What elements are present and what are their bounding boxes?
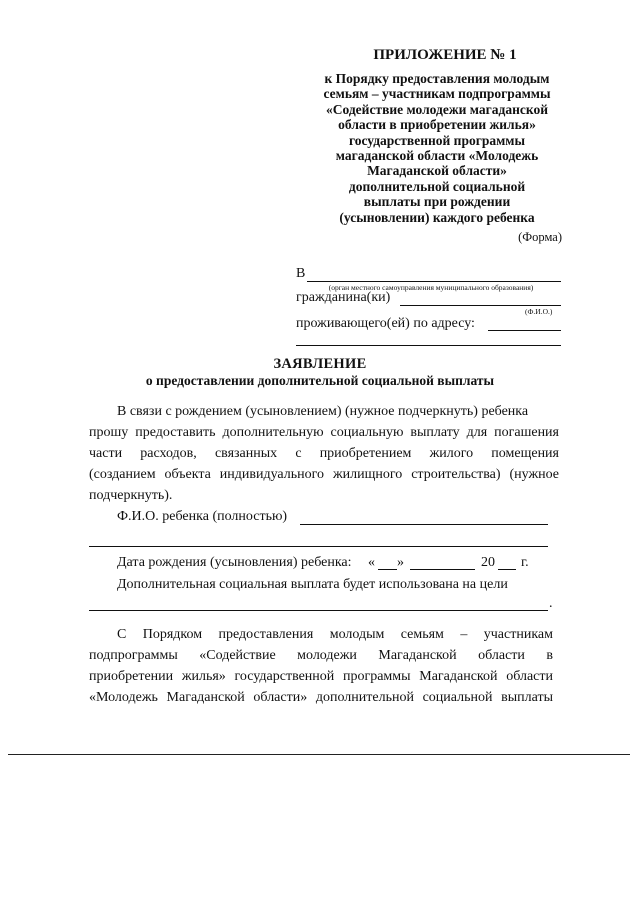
birth-date-label: Дата рождения (усыновления) ребенка: [117,555,352,570]
acknowledgement-paragraph [89,624,553,708]
year-prefix: 20 [481,555,495,570]
paragraph-line: В связи с рождением (усыновлением) (нужное подчеркнуть) ребенка [117,404,529,419]
appendix-to-line: магаданской области «Молодежь [335,148,539,164]
to-prefix: В [296,266,306,281]
purpose-label: Дополнительная социальная выплата будет использована на цели [117,577,508,592]
form-label: (Форма) [518,230,562,244]
fio-caption: (Ф.И.О.) [525,307,553,316]
citizen-name-line[interactable] [400,305,561,306]
paragraph-line: подпрограммы «Содействие молодежи Магаданской области в [89,648,553,663]
authority-line[interactable] [307,281,561,282]
address-line-1[interactable] [488,330,561,331]
page-bottom-rule [8,754,630,755]
appendix-to-line: семьям – участникам подпрограммы [323,86,551,102]
request-paragraph [89,401,559,506]
appendix-to-line: дополнительной социальной [348,178,526,194]
appendix-to-line: выплаты при рождении [363,194,511,210]
paragraph-line: подчеркнуть). [89,488,173,503]
appendix-to-line: области в приобретении жилья» [338,117,536,133]
birth-date-open-quote: « [368,555,375,570]
citizen-label: гражданина(ки) [296,290,391,305]
address-line-2[interactable] [296,345,561,346]
statement-title: ЗАЯВЛЕНИЕ [273,356,367,372]
birth-day-line[interactable] [378,569,397,570]
appendix-to-line: к Порядку предоставления молодым [324,71,550,86]
child-fio-line-1[interactable] [300,524,548,525]
statement-subtitle: о предоставлении дополнительной социальной выплаты [145,373,495,388]
paragraph-line: С Порядком предоставления молодым семьям – участникам [117,627,553,642]
child-fio-label: Ф.И.О. ребенка (полностью) [117,509,288,524]
birth-month-line[interactable] [410,569,475,570]
paragraph-line: (созданием объекта индивидуального жилищного строительства) (нужное [89,467,559,482]
year-suffix: г. [521,555,529,570]
purpose-line[interactable] [89,610,548,611]
purpose-end: . [549,596,553,611]
paragraph-line: части расходов, связанных с приобретением жилого помещения [89,446,559,461]
paragraph-line: прошу предоставить дополнительную социальную выплату для погашения [89,425,559,440]
child-fio-line-2[interactable] [89,546,548,547]
paragraph-line: приобретении жилья» государственной программы Магаданской области [89,669,553,684]
authority-caption: (орган местного самоуправления муниципального образования) [328,283,534,292]
appendix-to-block [296,71,578,225]
address-label: проживающего(ей) по адресу: [296,316,475,331]
birth-year-line[interactable] [498,569,516,570]
appendix-to-line: Магаданской области» [367,163,507,179]
appendix-to-line: (усыновлении) каждого ребенка [339,209,535,225]
appendix-to-line: «Содействие молодежи магаданской [325,101,549,117]
appendix-to-line: государственной программы [348,132,526,148]
appendix-title: ПРИЛОЖЕНИЕ № 1 [373,47,517,63]
birth-date-close-quote: » [397,555,404,570]
paragraph-line: «Молодежь Магаданской области» дополнительной социальной выплаты [89,690,553,705]
